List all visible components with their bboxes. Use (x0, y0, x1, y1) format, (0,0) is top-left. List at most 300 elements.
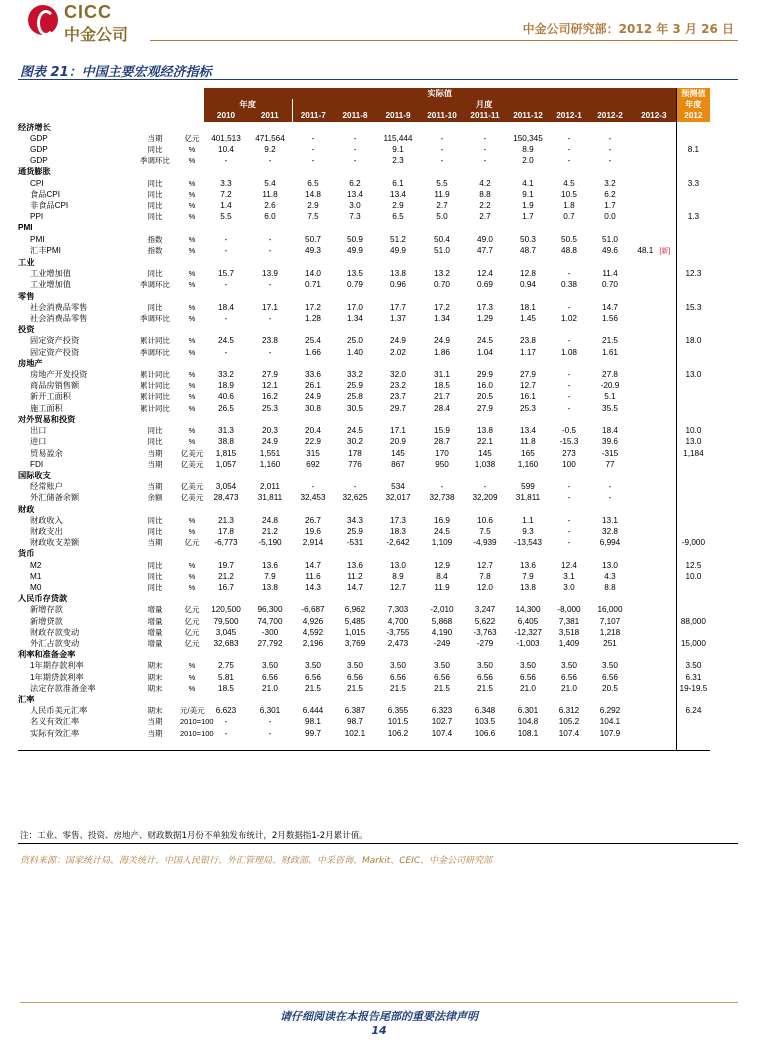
value-cell: 11.6 (305, 571, 321, 581)
value-cell (632, 279, 676, 290)
value-cell: 6.355 (387, 706, 409, 716)
indicator-basis: 当期 (147, 459, 163, 469)
value-cell (632, 234, 676, 245)
value-cell: 6.56 (434, 672, 450, 682)
value-cell: 3.0 (563, 582, 575, 592)
value-cell: 102.1 (344, 728, 366, 738)
value-cell: 3.50 (262, 661, 278, 671)
value-cell: 4,926 (302, 616, 324, 626)
value-cell: 1.04 (477, 347, 493, 357)
value-cell (676, 728, 710, 739)
value-cell: 401,513 (211, 133, 241, 143)
value-cell: 24.5 (477, 336, 493, 346)
section-title: 货币 (18, 549, 35, 559)
value-cell (676, 313, 710, 324)
section-title: 工业 (18, 258, 35, 268)
value-cell: 6.323 (431, 706, 453, 716)
indicator-name: GDP (30, 133, 48, 143)
indicator-name: 人民币美元汇率 (30, 706, 88, 716)
value-cell: 315 (306, 448, 320, 458)
indicator-basis: 同比 (147, 212, 163, 222)
value-cell: 8.1 (676, 144, 710, 155)
value-cell: 33.6 (305, 370, 321, 380)
value-cell: 0.70 (602, 280, 618, 290)
table-row (18, 492, 710, 503)
indicator-unit: % (188, 347, 196, 357)
indicator-basis: 指数 (147, 234, 163, 244)
indicator-unit: % (188, 234, 196, 244)
value-cell (632, 391, 676, 402)
indicator-basis: 同比 (147, 269, 163, 279)
value-cell: 6.348 (474, 706, 496, 716)
value-cell: 98.7 (347, 717, 363, 727)
value-cell: 106.2 (387, 728, 409, 738)
value-cell: 4.2 (479, 178, 491, 188)
value-cell: 1,109 (431, 538, 453, 548)
value-cell: 28.4 (434, 403, 450, 413)
indicator-name: 新增贷款 (30, 616, 63, 626)
value-cell: 4.3 (604, 571, 616, 581)
value-cell: 6,405 (517, 616, 539, 626)
value-cell: 1.34 (434, 314, 450, 324)
section-title: 财政 (18, 504, 35, 514)
value-cell: 6.56 (390, 672, 406, 682)
value-cell: 3.1 (563, 571, 575, 581)
table-note: 注：工业、零售、投资、房地产、财政数据1月份不单独发布统计，2月数据指1-2月累计值。 (20, 831, 368, 841)
value-cell: 25.4 (305, 336, 321, 346)
value-cell: - (224, 314, 228, 324)
value-cell: 6.312 (558, 706, 580, 716)
table-row (18, 571, 710, 582)
value-cell: 0.69 (477, 280, 493, 290)
indicator-basis: 当期 (147, 482, 163, 492)
value-cell: 30.2 (347, 437, 363, 447)
indicator-name: 社会消费品零售 (30, 314, 88, 324)
header-forecast-year: 年度 (676, 99, 710, 110)
value-cell: -249 (433, 638, 451, 648)
value-cell: 9.2 (264, 145, 276, 155)
indicator-basis: 季调环比 (140, 280, 170, 290)
value-cell: 1.4 (220, 201, 232, 211)
value-cell: 3.50 (520, 661, 536, 671)
value-cell: 21.5 (347, 683, 363, 693)
value-cell: 19-19.5 (676, 683, 710, 694)
value-cell: 13.8 (520, 582, 536, 592)
value-cell: 1.37 (390, 314, 406, 324)
value-cell: 24.8 (262, 515, 278, 525)
table-row (18, 616, 710, 627)
table-row (18, 481, 710, 492)
value-cell: 25.0 (347, 336, 363, 346)
value-cell: 13.4 (347, 189, 363, 199)
value-cell (632, 705, 676, 716)
value-cell (632, 537, 676, 548)
value-cell: - (567, 493, 571, 503)
table-row (18, 369, 710, 380)
value-cell: 10.5 (561, 189, 577, 199)
value-cell: 3.50 (390, 661, 406, 671)
value-cell: 0.7 (563, 212, 575, 222)
value-cell: 32.8 (602, 526, 618, 536)
value-cell: 21.5 (434, 683, 450, 693)
value-cell: 599 (521, 482, 535, 492)
value-cell: 21.5 (602, 336, 618, 346)
value-cell: 2.6 (264, 201, 276, 211)
indicator-name: 名义有效汇率 (30, 717, 80, 727)
value-cell: 10.0 (676, 571, 710, 582)
section-title: 利率和准备金率 (18, 650, 76, 660)
table-row (18, 436, 710, 447)
header-month: 月度 (292, 99, 676, 110)
value-cell: 1.1 (522, 515, 534, 525)
value-cell: 1.9 (522, 201, 534, 211)
value-cell: 25.9 (347, 526, 363, 536)
value-cell: 6.31 (676, 672, 710, 683)
table-row (18, 716, 710, 727)
value-cell: - (440, 156, 444, 166)
value-cell: 17.3 (477, 302, 493, 312)
section-title-row (18, 257, 710, 268)
value-cell: 7.2 (220, 189, 232, 199)
indicator-basis: 余额 (147, 493, 163, 503)
value-cell: 10.0 (676, 425, 710, 436)
value-cell: 1.7 (522, 212, 534, 222)
value-cell: - (268, 347, 272, 357)
value-cell (632, 672, 676, 683)
indicator-unit: % (188, 145, 196, 155)
indicator-unit: 亿美元 (180, 482, 204, 492)
value-cell: 102.7 (431, 717, 453, 727)
value-cell (632, 492, 676, 503)
value-cell: 8.9 (522, 145, 534, 155)
indicator-name: GDP (30, 156, 48, 166)
indicator-unit: % (188, 156, 196, 166)
column-header: 2011-7 (292, 110, 334, 121)
indicator-name: 财政存款变动 (30, 627, 80, 637)
value-cell: 107.9 (599, 728, 621, 738)
value-cell: 50.3 (520, 234, 536, 244)
value-cell: 32,209 (472, 493, 498, 503)
value-cell (676, 582, 710, 593)
value-cell: 145 (478, 448, 492, 458)
indicator-basis: 期末 (147, 672, 163, 682)
column-header: 2011-11 (464, 110, 506, 121)
indicator-basis: 同比 (147, 582, 163, 592)
value-cell: 13.6 (347, 560, 363, 570)
indicator-unit: % (188, 269, 196, 279)
value-cell: 48.8 (561, 246, 577, 256)
indicator-basis: 指数 (147, 246, 163, 256)
value-cell (676, 403, 710, 414)
indicator-basis: 期末 (147, 683, 163, 693)
value-cell: 1.3 (676, 211, 710, 222)
value-cell: -3,763 (473, 627, 497, 637)
value-cell: - (224, 280, 228, 290)
column-header: 2011-9 (376, 110, 420, 121)
table-row (18, 347, 710, 358)
value-cell: 27.9 (262, 370, 278, 380)
indicator-unit: % (188, 683, 196, 693)
value-cell: - (311, 482, 315, 492)
value-cell: 17.0 (347, 302, 363, 312)
value-cell: 21.5 (477, 683, 493, 693)
value-cell: 7,107 (599, 616, 621, 626)
value-cell: 1.7 (604, 201, 616, 211)
table-row (18, 245, 710, 257)
value-cell: 38.8 (218, 437, 234, 447)
value-cell: -6,773 (214, 538, 238, 548)
indicator-unit: % (188, 661, 196, 671)
column-header: 2011-12 (506, 110, 550, 121)
value-cell: 20.4 (305, 426, 321, 436)
value-cell: 867 (391, 459, 405, 469)
value-cell: 1.56 (602, 314, 618, 324)
value-cell: -0.5 (561, 426, 577, 436)
column-header: 2012-1 (550, 110, 588, 121)
indicator-name: M1 (30, 571, 42, 581)
column-header: 2011-8 (334, 110, 376, 121)
value-cell (676, 481, 710, 492)
value-cell: 103.5 (474, 717, 496, 727)
footer-divider (20, 1002, 738, 1003)
indicator-name: 非食品CPI (30, 201, 69, 211)
indicator-unit: % (188, 302, 196, 312)
value-cell: 6.24 (676, 705, 710, 716)
value-cell: - (268, 156, 272, 166)
table-row (18, 705, 710, 716)
value-cell: 13.1 (602, 515, 618, 525)
value-cell: 3.50 (477, 661, 493, 671)
value-cell: - (268, 717, 272, 727)
value-cell: 13.8 (262, 582, 278, 592)
indicator-basis: 季调环比 (140, 347, 170, 357)
value-cell: 5.5 (220, 212, 232, 222)
value-cell: 2.9 (392, 201, 404, 211)
indicator-name: 实际有效汇率 (30, 728, 80, 738)
value-cell: 12.9 (434, 560, 450, 570)
value-cell: 50.5 (561, 234, 577, 244)
value-cell: 24.9 (434, 336, 450, 346)
indicator-basis: 累计同比 (140, 336, 170, 346)
value-cell: 3.50 (347, 661, 363, 671)
value-cell: 13.5 (347, 269, 363, 279)
value-cell: 6.56 (262, 672, 278, 682)
value-cell (676, 492, 710, 503)
value-cell: 32,683 (213, 638, 239, 648)
value-cell: 27.9 (477, 403, 493, 413)
value-cell: 18.5 (434, 381, 450, 391)
value-cell (676, 459, 710, 470)
section-title-row (18, 358, 710, 369)
value-cell: 120,500 (211, 605, 241, 615)
value-cell: 13.8 (477, 426, 493, 436)
value-cell: -13,543 (514, 538, 542, 548)
indicator-name: 贸易盈余 (30, 448, 63, 458)
value-cell (632, 728, 676, 739)
header-row-period (18, 99, 710, 110)
value-cell (632, 627, 676, 638)
indicator-unit: % (188, 571, 196, 581)
value-cell: 24.9 (305, 392, 321, 402)
value-cell: 18.1 (520, 302, 536, 312)
table-row (18, 459, 710, 470)
value-cell: 7.9 (522, 571, 534, 581)
value-cell: - (567, 302, 571, 312)
value-cell: 1,409 (558, 638, 580, 648)
value-cell: 1,038 (474, 459, 496, 469)
value-cell: 6.301 (517, 706, 539, 716)
value-cell: 25.9 (347, 381, 363, 391)
indicator-basis: 同比 (147, 426, 163, 436)
value-cell: 12.3 (676, 268, 710, 279)
value-cell: 3,518 (558, 627, 580, 637)
value-cell: 11.8 (520, 437, 536, 447)
value-cell: 33.2 (347, 370, 363, 380)
value-cell (632, 616, 676, 627)
value-cell (632, 515, 676, 526)
indicator-name: CPI (30, 178, 44, 188)
column-header: 2012-2 (588, 110, 632, 121)
value-cell: 27,792 (257, 638, 283, 648)
value-cell: - (567, 482, 571, 492)
value-cell: -279 (476, 638, 494, 648)
value-cell (632, 459, 676, 470)
value-cell: 692 (306, 459, 320, 469)
value-cell: 13.6 (262, 560, 278, 570)
indicator-unit: 亿美元 (180, 459, 204, 469)
value-cell: - (224, 234, 228, 244)
value-cell: 18.4 (602, 426, 618, 436)
cicc-logo (28, 2, 178, 42)
value-cell: -2,010 (430, 605, 454, 615)
indicator-name: 外汇占款变动 (30, 638, 80, 648)
table-row (18, 200, 710, 211)
value-cell (632, 178, 676, 189)
value-cell: - (567, 381, 571, 391)
table-row (18, 144, 710, 155)
value-cell: 47.7 (477, 246, 493, 256)
indicator-unit: 元/美元 (180, 706, 205, 716)
section-title-row (18, 694, 710, 705)
value-cell: 7,303 (387, 605, 409, 615)
value-cell: 1,551 (259, 448, 281, 458)
value-cell: 7.3 (349, 212, 361, 222)
value-cell (676, 189, 710, 200)
value-cell: -531 (346, 538, 364, 548)
value-cell: 7.5 (307, 212, 319, 222)
indicator-unit: 亿美元 (180, 448, 204, 458)
value-cell: -20.9 (600, 381, 620, 391)
value-cell (632, 604, 676, 615)
value-cell: - (440, 482, 444, 492)
table-row (18, 672, 710, 683)
value-cell: 11.8 (262, 189, 278, 199)
value-cell: 5.81 (218, 672, 234, 682)
value-cell: -12,327 (514, 627, 542, 637)
value-cell: 3.3 (220, 178, 232, 188)
value-cell: 104.1 (599, 717, 621, 727)
value-cell: 6.2 (604, 189, 616, 199)
indicator-name: 固定资产投资 (30, 347, 80, 357)
value-cell: 25.3 (262, 403, 278, 413)
indicator-unit: % (188, 381, 196, 391)
indicator-basis: 累计同比 (140, 392, 170, 402)
value-cell: - (567, 392, 571, 402)
indicator-name: 房地产开发投资 (30, 370, 88, 380)
value-cell: 18.9 (218, 381, 234, 391)
value-cell: 107.4 (431, 728, 453, 738)
value-cell: 1.86 (434, 347, 450, 357)
value-cell: 101.5 (387, 717, 409, 727)
value-cell: 7.8 (479, 571, 491, 581)
value-cell: 21.3 (218, 515, 234, 525)
value-cell: 7,381 (558, 616, 580, 626)
value-cell: 1,160 (517, 459, 539, 469)
value-cell: 39.6 (602, 437, 618, 447)
value-cell: 1.8 (563, 201, 575, 211)
table-row (18, 279, 710, 290)
value-cell: 14.7 (347, 582, 363, 592)
table-row (18, 537, 710, 548)
value-cell: 16.0 (477, 381, 493, 391)
value-cell: 0.0 (604, 212, 616, 222)
value-cell: -300 (261, 627, 279, 637)
value-cell: 4.5 (563, 178, 575, 188)
value-cell: 6.2 (349, 178, 361, 188)
indicator-unit: % (188, 437, 196, 447)
value-cell: 20.5 (477, 392, 493, 402)
value-cell: 27.8 (602, 370, 618, 380)
indicator-unit: % (188, 515, 196, 525)
value-cell: 11.4 (602, 269, 618, 279)
section-title: 通货膨胀 (18, 167, 51, 177)
value-cell (632, 526, 676, 537)
value-cell: - (353, 133, 357, 143)
value-cell: 14.8 (305, 189, 321, 199)
value-cell: 6.1 (392, 178, 404, 188)
value-cell: 2.75 (218, 661, 234, 671)
value-cell: 2.02 (390, 347, 406, 357)
value-cell: 14.3 (305, 582, 321, 592)
value-cell: 7.5 (479, 526, 491, 536)
value-cell: 30.8 (305, 403, 321, 413)
value-cell: 13.6 (520, 560, 536, 570)
value-cell: 21.0 (262, 683, 278, 693)
value-cell: -6,687 (301, 605, 325, 615)
value-cell (676, 155, 710, 166)
value-cell: 1.28 (305, 314, 321, 324)
value-cell: 31.1 (434, 370, 450, 380)
value-text: 48.1 (637, 245, 654, 255)
value-cell: - (608, 133, 612, 143)
indicator-unit: % (188, 246, 196, 256)
value-cell: 11.9 (434, 189, 450, 199)
value-cell: 1,218 (599, 627, 621, 637)
value-cell: 3.2 (604, 178, 616, 188)
value-cell: - (608, 156, 612, 166)
value-cell: 145 (391, 448, 405, 458)
value-cell: - (353, 156, 357, 166)
indicator-basis: 当期 (147, 717, 163, 727)
header-row-group (18, 88, 710, 99)
indicator-unit: % (188, 336, 196, 346)
value-cell: 98.1 (305, 717, 321, 727)
value-cell: 51.2 (390, 234, 406, 244)
indicator-basis: 增量 (147, 616, 163, 626)
indicator-unit: % (188, 426, 196, 436)
value-cell: 19.6 (305, 526, 321, 536)
value-cell: 18.4 (218, 302, 234, 312)
